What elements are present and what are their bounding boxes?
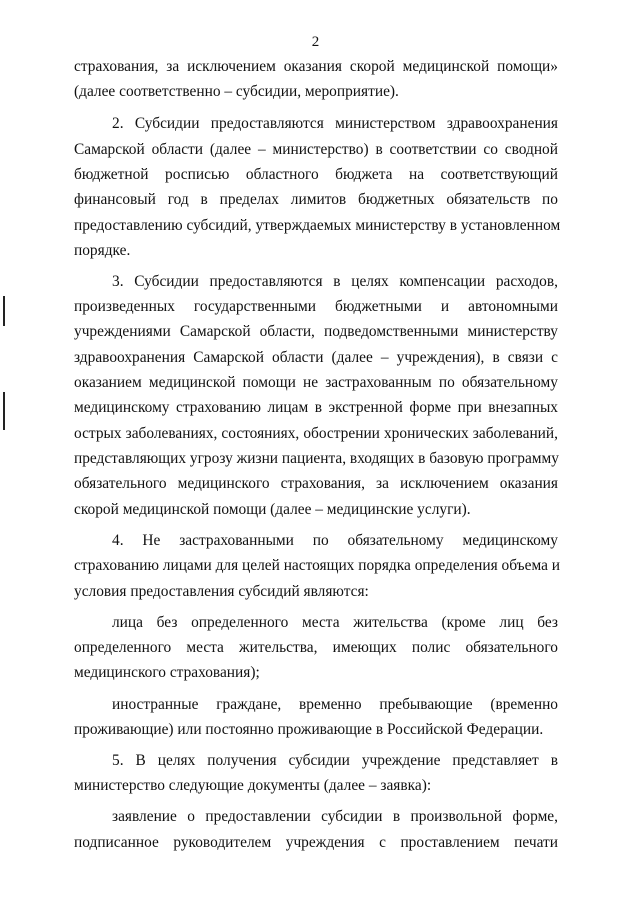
text-line: медицинскому страхованию лицам в экстренной форме при внезапных: [74, 399, 558, 416]
text-line: оказанием медицинской помощи не застрахованным по обязательному: [74, 374, 558, 391]
text-line: подписанное руководителем учреждения с проставлением печати: [74, 834, 558, 851]
text-line: финансовый год в пределах лимитов бюджетных обязательств по: [74, 191, 558, 208]
text-line: острых заболеваниях, состояниях, обострении хронических заболеваний,: [74, 425, 558, 442]
scan-margin-mark: [3, 392, 5, 430]
text-line: порядке.: [74, 242, 131, 259]
text-line: представляющих угрозу жизни пациента, входящих в базовую программу: [74, 450, 559, 467]
text-line: предоставлению субсидий, утверждаемых министерству в установленном: [74, 217, 561, 234]
text-line: учреждениями Самарской области, подведомственными министерству: [74, 323, 558, 340]
text-line: 3. Субсидии предоставляются в целях компенсации расходов,: [112, 273, 558, 290]
text-line: лица без определенного места жительства (кроме лиц без: [112, 614, 558, 631]
text-line: Самарской области (далее – министерство) в соответствии со сводной: [74, 141, 558, 158]
text-line: скорой медицинской помощи (далее – медицинские услуги).: [74, 501, 471, 518]
page-number: 2: [311, 34, 320, 50]
text-line: страхования, за исключением оказания скорой медицинской помощи»: [74, 58, 558, 75]
text-line: страхованию лицами для целей настоящих порядка определения объема и: [74, 557, 560, 574]
text-line: (далее соответственно – субсидии, мероприятие).: [74, 83, 399, 100]
text-line: условия предоставления субсидий являются:: [74, 583, 369, 600]
text-line: 5. В целях получения субсидии учреждение представляет в: [112, 752, 558, 769]
text-line: определенного места жительства, имеющих полис обязательного: [74, 639, 558, 656]
text-line: 4. Не застрахованными по обязательному медицинскому: [112, 532, 558, 549]
scan-margin-mark: [3, 296, 5, 326]
text-line: 2. Субсидии предоставляются министерством здравоохранения: [112, 115, 558, 132]
text-line: иностранные граждане, временно пребывающие (временно: [112, 696, 558, 713]
text-line: проживающие) или постоянно проживающие в Российской Федерации.: [74, 721, 544, 738]
text-line: медицинского страхования);: [74, 664, 260, 681]
text-line: произведенных государственными бюджетными и автономными: [74, 298, 558, 315]
text-line: министерство следующие документы (далее – заявка):: [74, 777, 432, 794]
text-line: обязательного медицинского страхования, за исключением оказания: [74, 475, 558, 492]
text-line: заявление о предоставлении субсидии в произвольной форме,: [112, 808, 558, 825]
text-line: здравоохранения Самарской области (далее – учреждения), в связи с: [74, 349, 558, 366]
text-line: бюджетной росписью областного бюджета на соответствующий: [74, 166, 558, 183]
